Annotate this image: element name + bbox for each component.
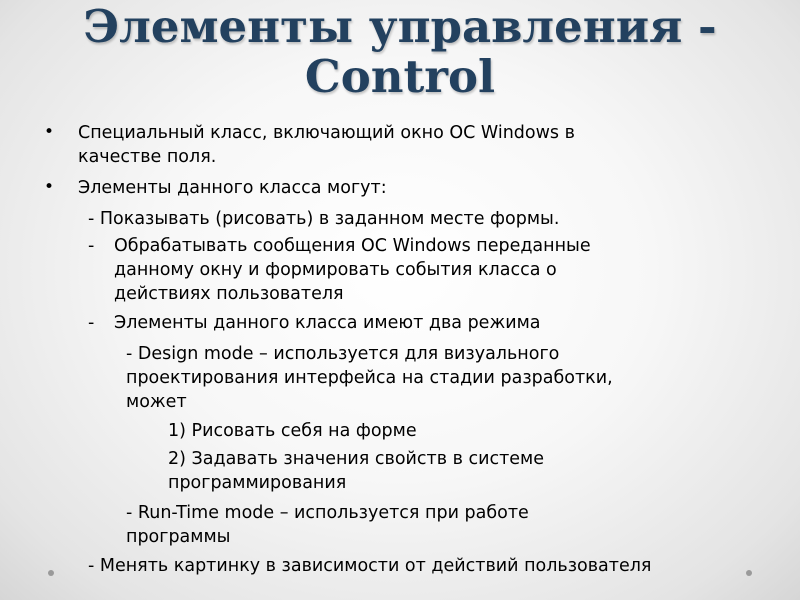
bullet-2-line-1: Элементы данного класса могут:: [78, 178, 387, 198]
item-process-line-3: действиях пользователя: [114, 284, 344, 304]
title-line-2: Control: [304, 50, 496, 103]
title-line-1: Элементы управления -: [83, 0, 717, 53]
item-process-line-1: Обрабатывать сообщения ОС Windows переданные: [114, 236, 591, 256]
bullet-marker: •: [44, 122, 55, 142]
item-show: - Показывать (рисовать) в заданном месте формы.: [88, 209, 560, 229]
item-runtime-line-1: - Run-Time mode – используется при работе: [126, 503, 529, 523]
item-props-line-2: программирования: [168, 473, 347, 493]
item-modes: Элементы данного класса имеют два режима: [114, 313, 541, 333]
decorative-dot-right: [746, 570, 752, 576]
item-draw: 1) Рисовать себя на форме: [168, 421, 417, 441]
item-runtime-line-2: программы: [126, 527, 231, 547]
slide-title: [0, 2, 800, 102]
decorative-dot-left: [48, 570, 54, 576]
bullet-1-line-1: Специальный класс, включающий окно ОС Windows в: [78, 123, 575, 143]
dash-marker: -: [88, 236, 95, 256]
item-design-line-2: проектирования интерфейса на стадии разработки,: [126, 368, 613, 388]
item-design-line-3: может: [126, 392, 187, 412]
bullet-1-line-2: качестве поля.: [78, 147, 217, 167]
dash-marker: -: [88, 313, 95, 333]
item-change: - Менять картинку в зависимости от действий пользователя: [88, 556, 652, 576]
bullet-marker: •: [44, 177, 55, 197]
item-props-line-1: 2) Задавать значения свойств в системе: [168, 449, 545, 469]
item-process-line-2: данному окну и формировать события класса о: [114, 260, 557, 280]
item-design-line-1: - Design mode – используется для визуального: [126, 344, 560, 364]
